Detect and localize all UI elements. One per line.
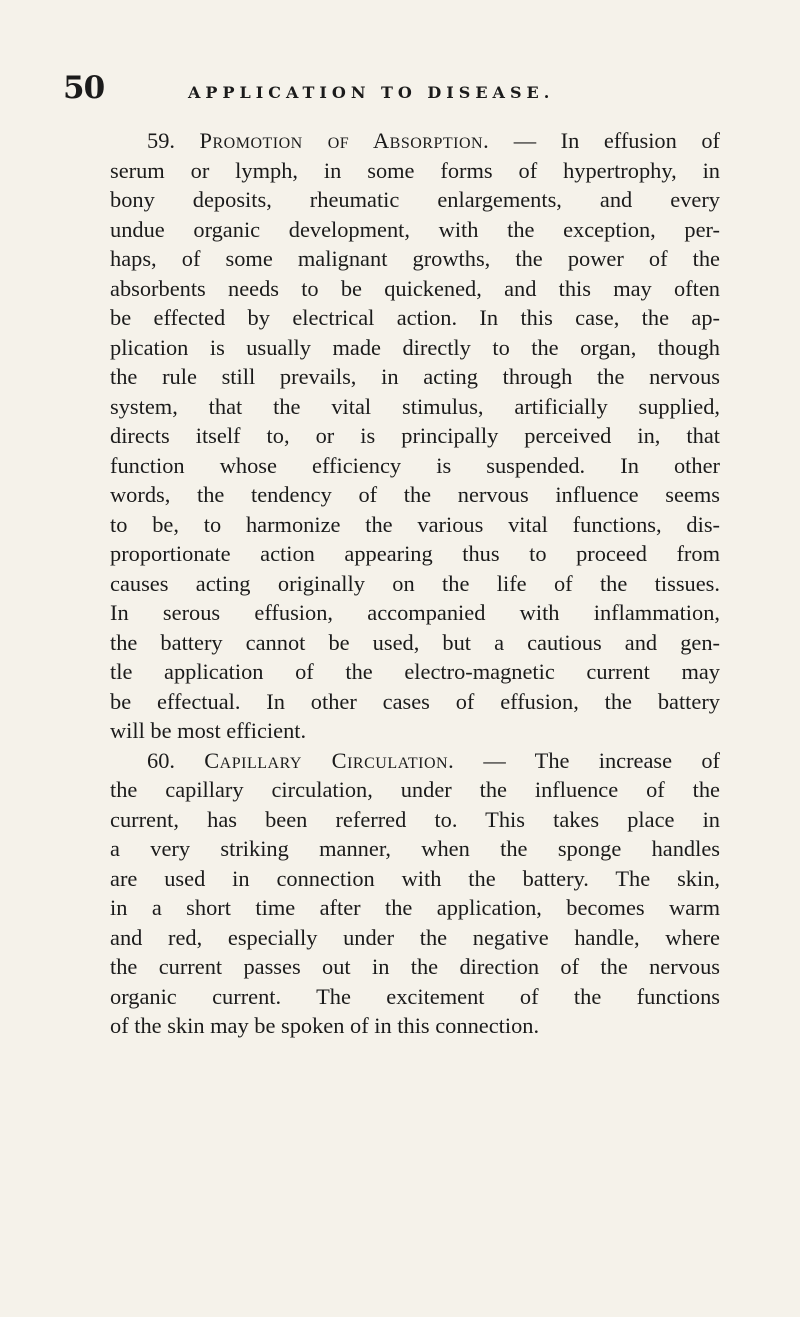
section-59-line: to be, to harmonize the various vital functions, dis-	[110, 511, 720, 537]
section-59-line: be effected by electrical action. In this case, the ap-	[110, 305, 720, 330]
section-59-line: words, the tendency of the nervous influence seems	[110, 482, 720, 507]
section-59-heading: Promotion of Absorption.	[199, 128, 490, 153]
section-60-dash: —	[454, 747, 535, 773]
section-59-line: undue organic development, with the exception, per-	[110, 216, 720, 242]
page-header	[63, 70, 760, 110]
section-59-line: system, that the vital stimulus, artificially supplied,	[110, 393, 720, 419]
section-59-line: plication is usually made directly to the organ, though	[110, 334, 720, 360]
page-number: 50	[63, 70, 105, 106]
section-59-dash: —	[489, 128, 561, 153]
body-text	[110, 126, 720, 1041]
section-60-line: of the skin may be spoken of in this connection.	[110, 1013, 540, 1038]
section-59-line: function whose efficiency is suspended. In other	[110, 452, 720, 478]
section-59-line: absorbents needs to be quickened, and this may often	[110, 275, 720, 301]
section-59-line: the battery cannot be used, but a cautious and gen-	[110, 629, 720, 655]
section-59-line: haps, of some malignant growths, the power of the	[110, 246, 720, 271]
section-59-line: directs itself to, or is principally perceived in, that	[110, 423, 720, 448]
section-59-line: be effectual. In other cases of effusion, the battery	[110, 688, 720, 714]
section-59-line: the rule still prevails, in acting through the nervous	[110, 364, 720, 389]
section-60-number: 60.	[147, 747, 175, 773]
section-59-line: causes acting originally on the life of the tissues.	[110, 570, 720, 596]
section-60-line: current, has been referred to. This takes place in	[110, 806, 720, 832]
running-title: APPLICATION TO DISEASE.	[188, 83, 555, 102]
section-60-line: are used in connection with the battery. The skin,	[110, 865, 720, 891]
section-60-line: the capillary circulation, under the influence of the	[110, 777, 720, 802]
section-60-line: organic current. The excitement of the functions	[110, 983, 720, 1009]
section-59-line: tle application of the electro-magnetic current may	[110, 659, 720, 684]
section-59-line: will be most efficient.	[110, 718, 307, 743]
section-59-line: serum or lymph, in some forms of hypertrophy, in	[110, 157, 720, 183]
section-59-line: In effusion of	[560, 128, 720, 153]
section-59-first-line	[147, 126, 720, 156]
section-60-first-line	[147, 746, 720, 776]
section-60-line: the current passes out in the direction of the nervous	[110, 954, 720, 979]
section-60-line: a very striking manner, when the sponge handles	[110, 836, 720, 861]
section-60-heading: Capillary Circulation.	[204, 747, 455, 773]
section-59-line: proportionate action appearing thus to proceed from	[110, 541, 720, 566]
section-59-number: 59.	[147, 128, 175, 153]
section-60-line: The increase of	[534, 747, 720, 773]
section-60-line: in a short time after the application, becomes warm	[110, 895, 720, 920]
section-59-line: In serous effusion, accompanied with inflammation,	[110, 600, 720, 625]
section-60-line: and red, especially under the negative handle, where	[110, 924, 720, 950]
section-59-line: bony deposits, rheumatic enlargements, and every	[110, 187, 720, 212]
